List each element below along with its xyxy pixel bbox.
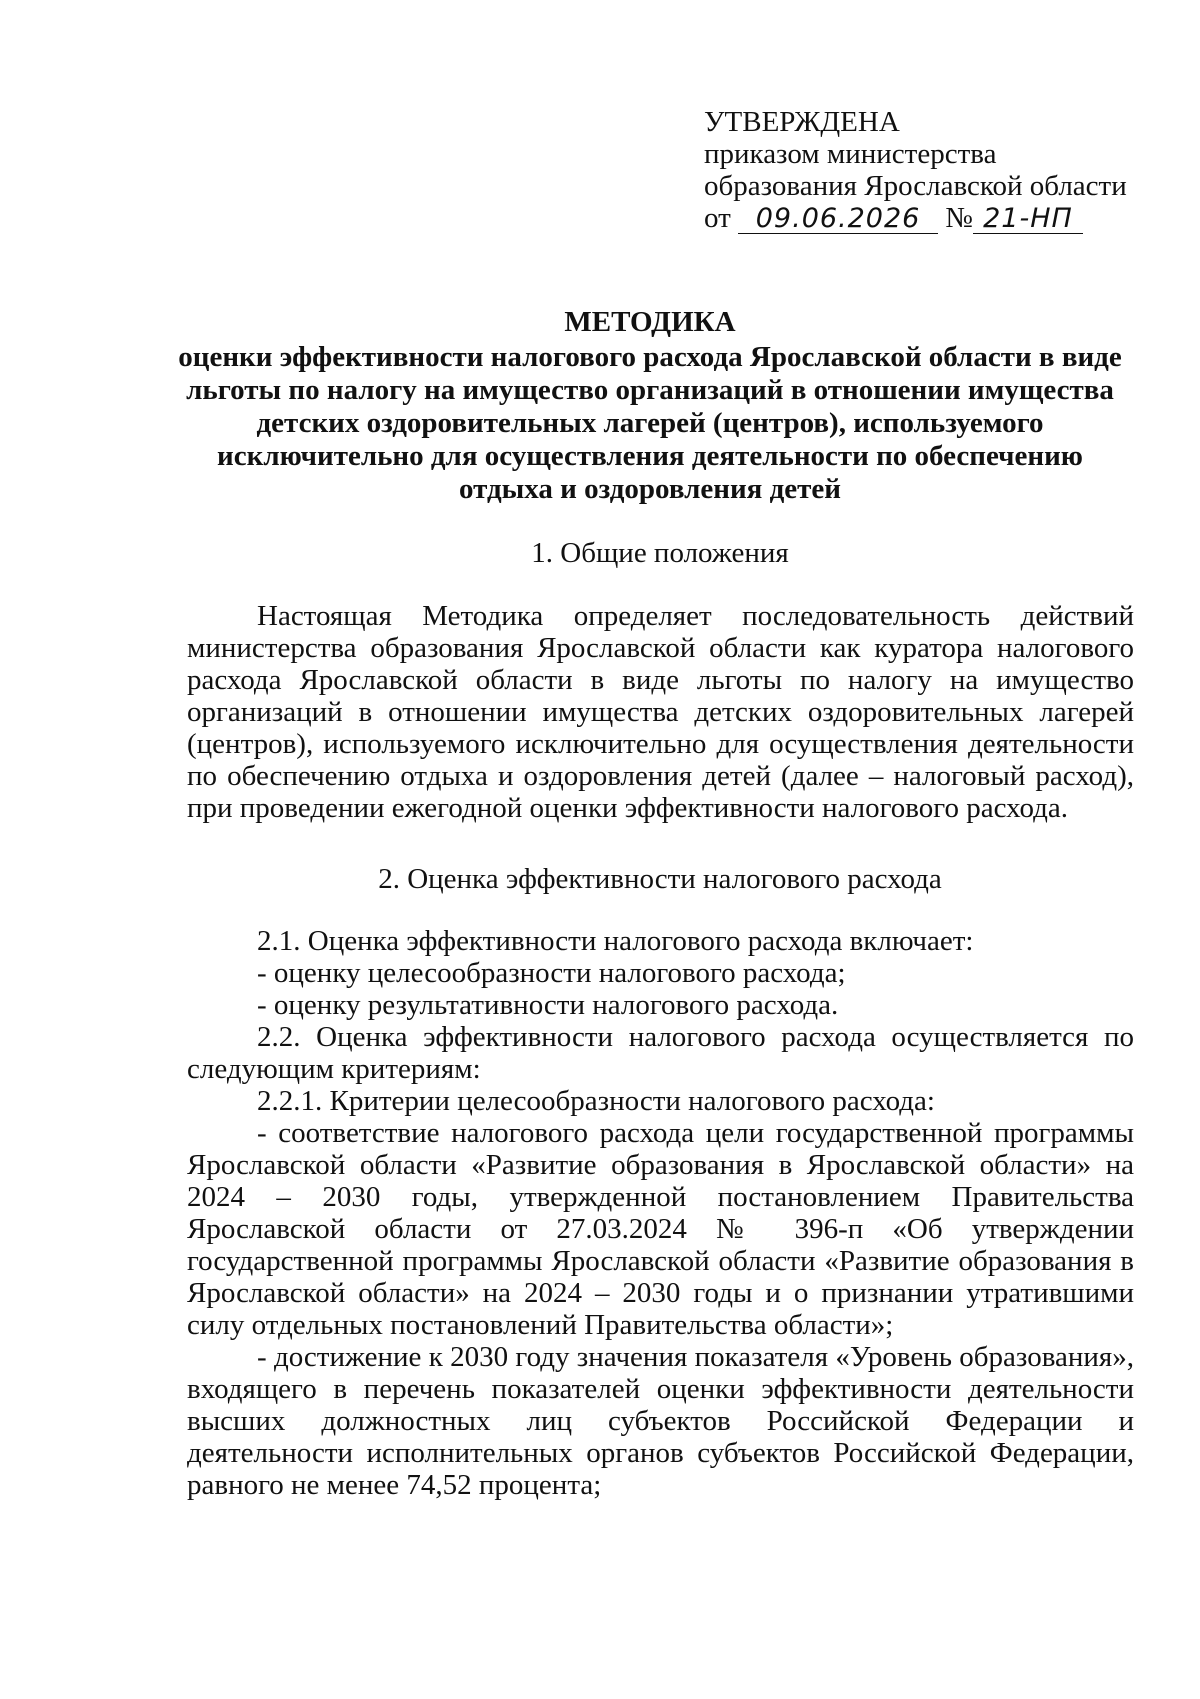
handwritten-date: 09.06.2026 xyxy=(738,205,938,234)
title-main: МЕТОДИКА xyxy=(564,306,736,338)
approval-block xyxy=(704,106,1144,234)
section-1-heading: 1. Общие положения xyxy=(531,537,789,569)
paragraph-2-1-item-b: - оценку результативности налогового расхода. xyxy=(257,989,839,1021)
number-label: № xyxy=(945,202,973,234)
approval-heading: УТВЕРЖДЕНА xyxy=(704,106,900,138)
approval-line-2: образования Ярославской области xyxy=(704,170,1127,202)
approval-date-line xyxy=(704,202,1144,234)
title-subtitle-line: оценки эффективности налогового расхода Ярославской области в виде xyxy=(178,341,1122,373)
section-2-heading: 2. Оценка эффективности налогового расхода xyxy=(378,863,942,895)
title-subtitle-line: исключительно для осуществления деятельности по обеспечению xyxy=(217,440,1083,472)
paragraph-2-2-1: 2.2.1. Критерии целесообразности налогового расхода: xyxy=(257,1085,935,1117)
document-title xyxy=(160,306,1140,506)
approval-line-1: приказом министерства xyxy=(704,138,997,170)
title-subtitle-line: детских оздоровительных лагерей (центров), используемого xyxy=(256,407,1044,439)
section-1-paragraph: Настоящая Методика определяет последовательность действий министерства образования Ярославской области как куратора налогового расхода Ярославской области в виде льготы по налогу на имущество организаций в отношении имущества детских оздоровительных лагерей (центров), используемого исключительно для осуществления деятельности по обеспечению отдыха и оздоровления детей (далее – налоговый расход), при проведении ежегодной оценки эффективности налогового расхода. xyxy=(187,600,1134,824)
title-subtitle-line: льготы по налогу на имущество организаций в отношении имущества xyxy=(186,374,1114,406)
handwritten-number: 21-НП xyxy=(973,205,1083,234)
paragraph-2-1: 2.1. Оценка эффективности налогового расхода включает: xyxy=(257,925,974,957)
from-label: от xyxy=(704,202,731,234)
paragraph-2-2: 2.2. Оценка эффективности налогового расхода осуществляется по следующим критериям: xyxy=(187,1021,1134,1085)
criterion-item-1: - соответствие налогового расхода цели государственной программы Ярославской области «Развитие образования в Ярославской области» на 2024 – 2030 годы, утвержденной постановлением Правительства Ярославской области от 27.03.2024 № 396-п «Об утверждении государственной программы Ярославской области «Развитие образования в Ярославской области» на 2024 – 2030 годы и о признании утратившими силу отдельных постановлений Правительства области»; xyxy=(187,1117,1134,1341)
paragraph-2-1-item-a: - оценку целесообразности налогового расхода; xyxy=(257,957,846,989)
criterion-item-2: - достижение к 2030 году значения показателя «Уровень образования», входящего в перечень показателей оценки эффективности деятельности высших должностных лиц субъектов Российской Федерации и деятельности исполнительных органов субъектов Российской Федерации, равного не менее 74,52 процента; xyxy=(187,1341,1134,1501)
title-subtitle-line: отдыха и оздоровления детей xyxy=(459,473,841,505)
